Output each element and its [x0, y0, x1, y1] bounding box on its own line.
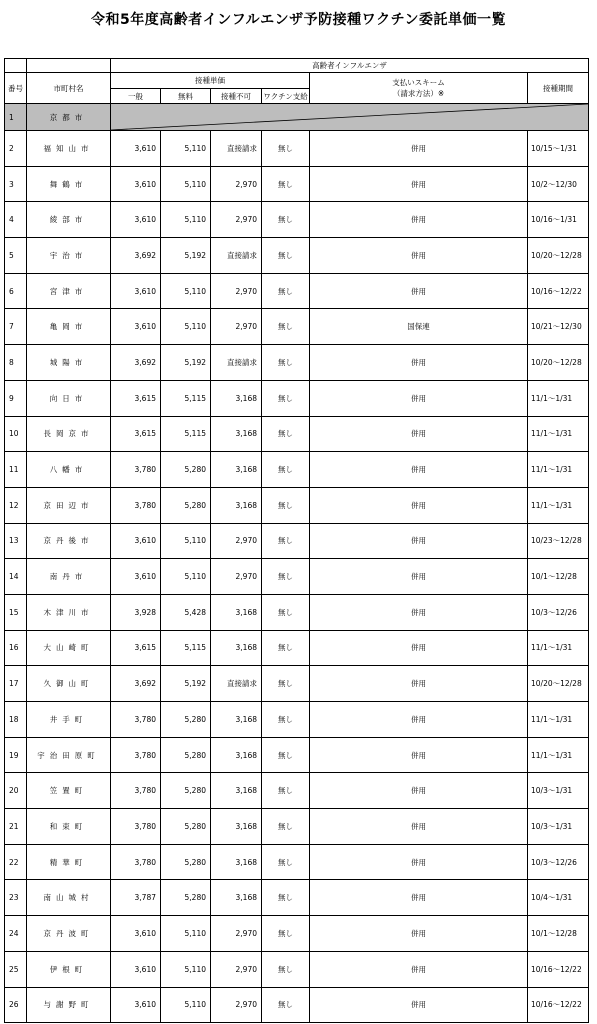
row-vaccine-supply: 無し [262, 737, 310, 773]
row-no: 3 [5, 166, 27, 202]
row-general: 3,610 [111, 987, 161, 1023]
row-no: 17 [5, 666, 27, 702]
row-period: 11/1～1/31 [528, 380, 589, 416]
row-name: 向日市 [27, 380, 111, 416]
row-general: 3,615 [111, 416, 161, 452]
header-period: 接種期間 [528, 73, 589, 104]
row-no: 8 [5, 345, 27, 381]
row-scheme: 併用 [310, 273, 528, 309]
row-free: 5,280 [161, 487, 211, 523]
row-free: 5,280 [161, 880, 211, 916]
table-row [5, 380, 589, 416]
row-scheme: 併用 [310, 630, 528, 666]
row-scheme: 併用 [310, 345, 528, 381]
row-general: 3,610 [111, 202, 161, 238]
header-vaccine-supply: ワクチン支給 [262, 89, 310, 104]
row-period: 11/1～1/31 [528, 487, 589, 523]
row-no: 7 [5, 309, 27, 345]
table-row [5, 702, 589, 738]
row-name: 綾部市 [27, 202, 111, 238]
row-name: 与謝野町 [27, 987, 111, 1023]
header-free: 無料 [161, 89, 211, 104]
row-vaccine-supply: 無し [262, 238, 310, 274]
row-scheme: 併用 [310, 131, 528, 167]
row-scheme: 併用 [310, 773, 528, 809]
header-unit-price: 接種単価 [111, 73, 310, 89]
row-not-allowed: 直接請求 [211, 345, 262, 381]
row-no: 11 [5, 452, 27, 488]
row-not-allowed: 直接請求 [211, 131, 262, 167]
row-period: 10/21～12/30 [528, 309, 589, 345]
row-general: 3,780 [111, 844, 161, 880]
row-free: 5,110 [161, 523, 211, 559]
row-name: 宮津市 [27, 273, 111, 309]
row-scheme: 併用 [310, 880, 528, 916]
row-not-allowed: 3,168 [211, 452, 262, 488]
row-no: 19 [5, 737, 27, 773]
row-scheme: 併用 [310, 844, 528, 880]
row-name: 久御山町 [27, 666, 111, 702]
row-name: 和束町 [27, 809, 111, 845]
header-group: 高齢者インフルエンザ [111, 59, 589, 73]
row-name: 舞鶴市 [27, 166, 111, 202]
table-row [5, 987, 589, 1023]
row-free: 5,110 [161, 131, 211, 167]
row-no: 14 [5, 559, 27, 595]
table-row [5, 238, 589, 274]
row-not-allowed: 3,168 [211, 487, 262, 523]
row-not-allowed: 3,168 [211, 416, 262, 452]
row-name: 亀岡市 [27, 309, 111, 345]
row-name: 京丹後市 [27, 523, 111, 559]
row-name: 長岡京市 [27, 416, 111, 452]
row-period: 10/3～1/31 [528, 773, 589, 809]
row-period: 10/3～1/31 [528, 809, 589, 845]
row-free: 5,110 [161, 309, 211, 345]
row-free: 5,280 [161, 809, 211, 845]
row-vaccine-supply: 無し [262, 416, 310, 452]
row-scheme: 併用 [310, 737, 528, 773]
row-not-allowed: 2,970 [211, 916, 262, 952]
row-no: 23 [5, 880, 27, 916]
row-period: 10/16～12/22 [528, 951, 589, 987]
row-no: 4 [5, 202, 27, 238]
row-vaccine-supply: 無し [262, 309, 310, 345]
row-general: 3,610 [111, 166, 161, 202]
header-general: 一般 [111, 89, 161, 104]
row-general: 3,610 [111, 131, 161, 167]
row-scheme: 併用 [310, 666, 528, 702]
row-no: 26 [5, 987, 27, 1023]
row-vaccine-supply: 無し [262, 523, 310, 559]
row-vaccine-supply: 無し [262, 452, 310, 488]
row-free: 5,110 [161, 951, 211, 987]
row-name: 宇治市 [27, 238, 111, 274]
row-name: 大山崎町 [27, 630, 111, 666]
header-scheme-line2: （請求方法）※ [392, 89, 445, 98]
row-no: 22 [5, 844, 27, 880]
row-period: 10/3～12/26 [528, 594, 589, 630]
table-row [5, 666, 589, 702]
row-not-allowed: 3,168 [211, 809, 262, 845]
row-scheme: 併用 [310, 594, 528, 630]
table-row [5, 594, 589, 630]
row-period: 10/2～12/30 [528, 166, 589, 202]
header-not-allowed: 接種不可 [211, 89, 262, 104]
row-period: 10/3～12/26 [528, 844, 589, 880]
row-general: 3,610 [111, 273, 161, 309]
row-not-allowed: 3,168 [211, 773, 262, 809]
row-free: 5,110 [161, 202, 211, 238]
header-municipality: 市町村名 [27, 73, 111, 104]
row-vaccine-supply: 無し [262, 202, 310, 238]
row-free: 5,280 [161, 737, 211, 773]
row-free: 5,110 [161, 559, 211, 595]
row-general: 3,615 [111, 630, 161, 666]
header-no: 番号 [5, 73, 27, 104]
table-row [5, 309, 589, 345]
table-row [5, 773, 589, 809]
row-scheme: 併用 [310, 523, 528, 559]
row-not-allowed: 3,168 [211, 594, 262, 630]
row-no: 5 [5, 238, 27, 274]
table-row [5, 809, 589, 845]
row-general: 3,780 [111, 487, 161, 523]
row-period: 11/1～1/31 [528, 452, 589, 488]
row-vaccine-supply: 無し [262, 594, 310, 630]
row-general: 3,615 [111, 380, 161, 416]
row-free: 5,280 [161, 844, 211, 880]
row-period: 10/16～1/31 [528, 202, 589, 238]
row-name: 伊根町 [27, 951, 111, 987]
row-period: 10/1～12/28 [528, 916, 589, 952]
row-scheme: 併用 [310, 916, 528, 952]
row-free: 5,115 [161, 630, 211, 666]
row-vaccine-supply: 無し [262, 844, 310, 880]
row-vaccine-supply: 無し [262, 559, 310, 595]
row-no: 15 [5, 594, 27, 630]
row-name: 木津川市 [27, 594, 111, 630]
row-vaccine-supply: 無し [262, 809, 310, 845]
header-scheme [310, 73, 528, 104]
header-blank-name [27, 59, 111, 73]
row-name: 南丹市 [27, 559, 111, 595]
row-vaccine-supply: 無し [262, 773, 310, 809]
row-name: 南山城村 [27, 880, 111, 916]
prefecture-row [5, 104, 589, 131]
table-row [5, 487, 589, 523]
row-name: 城陽市 [27, 345, 111, 381]
row-vaccine-supply: 無し [262, 380, 310, 416]
row-free: 5,192 [161, 345, 211, 381]
row-not-allowed: 3,168 [211, 630, 262, 666]
row-not-allowed: 直接請求 [211, 238, 262, 274]
row-no: 6 [5, 273, 27, 309]
row-vaccine-supply: 無し [262, 487, 310, 523]
row-name: 精華町 [27, 844, 111, 880]
row-period: 10/15～1/31 [528, 131, 589, 167]
table-row [5, 844, 589, 880]
table-row [5, 131, 589, 167]
row-no: 16 [5, 630, 27, 666]
row-general: 3,610 [111, 309, 161, 345]
table-row [5, 880, 589, 916]
row-vaccine-supply: 無し [262, 880, 310, 916]
prefecture-no: 1 [5, 104, 27, 131]
row-vaccine-supply: 無し [262, 273, 310, 309]
row-period: 11/1～1/31 [528, 702, 589, 738]
row-not-allowed: 2,970 [211, 166, 262, 202]
row-name: 井手町 [27, 702, 111, 738]
table-row [5, 630, 589, 666]
row-period: 10/16～12/22 [528, 273, 589, 309]
table-row [5, 345, 589, 381]
row-general: 3,610 [111, 916, 161, 952]
row-period: 11/1～1/31 [528, 416, 589, 452]
row-no: 9 [5, 380, 27, 416]
row-name: 八幡市 [27, 452, 111, 488]
row-general: 3,787 [111, 880, 161, 916]
row-name: 京田辺市 [27, 487, 111, 523]
row-no: 20 [5, 773, 27, 809]
row-free: 5,280 [161, 452, 211, 488]
row-free: 5,115 [161, 380, 211, 416]
row-general: 3,610 [111, 523, 161, 559]
table-row [5, 452, 589, 488]
row-general: 3,610 [111, 559, 161, 595]
row-not-allowed: 3,168 [211, 737, 262, 773]
row-scheme: 併用 [310, 987, 528, 1023]
row-period: 10/20～12/28 [528, 238, 589, 274]
row-no: 24 [5, 916, 27, 952]
row-vaccine-supply: 無し [262, 951, 310, 987]
row-scheme: 併用 [310, 238, 528, 274]
table-row [5, 916, 589, 952]
row-scheme: 併用 [310, 452, 528, 488]
row-not-allowed: 2,970 [211, 309, 262, 345]
row-general: 3,610 [111, 951, 161, 987]
row-free: 5,115 [161, 416, 211, 452]
prefecture-diagonal-cell [111, 104, 589, 131]
row-general: 3,692 [111, 666, 161, 702]
row-scheme: 併用 [310, 559, 528, 595]
row-not-allowed: 2,970 [211, 559, 262, 595]
row-no: 13 [5, 523, 27, 559]
row-free: 5,110 [161, 166, 211, 202]
price-table [4, 58, 589, 1023]
row-period: 10/1～12/28 [528, 559, 589, 595]
header-blank-no [5, 59, 27, 73]
row-vaccine-supply: 無し [262, 702, 310, 738]
row-general: 3,692 [111, 345, 161, 381]
row-scheme: 併用 [310, 166, 528, 202]
prefecture-name: 京都市 [27, 104, 111, 131]
row-period: 10/20～12/28 [528, 345, 589, 381]
row-free: 5,110 [161, 916, 211, 952]
row-name: 宇治田原町 [27, 737, 111, 773]
row-not-allowed: 2,970 [211, 951, 262, 987]
row-name: 京丹波町 [27, 916, 111, 952]
row-scheme: 国保連 [310, 309, 528, 345]
table-row [5, 166, 589, 202]
table-row [5, 416, 589, 452]
row-scheme: 併用 [310, 809, 528, 845]
row-general: 3,780 [111, 809, 161, 845]
row-vaccine-supply: 無し [262, 987, 310, 1023]
page-title: 令和5年度高齢者インフルエンザ予防接種ワクチン委託単価一覧 [91, 12, 506, 28]
row-no: 2 [5, 131, 27, 167]
row-not-allowed: 2,970 [211, 523, 262, 559]
row-free: 5,280 [161, 702, 211, 738]
row-period: 10/20～12/28 [528, 666, 589, 702]
row-no: 12 [5, 487, 27, 523]
row-free: 5,110 [161, 987, 211, 1023]
row-scheme: 併用 [310, 487, 528, 523]
row-no: 21 [5, 809, 27, 845]
row-no: 10 [5, 416, 27, 452]
row-not-allowed: 2,970 [211, 273, 262, 309]
row-not-allowed: 3,168 [211, 702, 262, 738]
row-period: 10/4～1/31 [528, 880, 589, 916]
table-row [5, 951, 589, 987]
table-row [5, 737, 589, 773]
row-period: 10/23～12/28 [528, 523, 589, 559]
row-general: 3,780 [111, 737, 161, 773]
row-general: 3,780 [111, 773, 161, 809]
row-not-allowed: 3,168 [211, 880, 262, 916]
table-row [5, 273, 589, 309]
row-scheme: 併用 [310, 951, 528, 987]
row-general: 3,928 [111, 594, 161, 630]
row-not-allowed: 3,168 [211, 844, 262, 880]
row-not-allowed: 直接請求 [211, 666, 262, 702]
row-scheme: 併用 [310, 416, 528, 452]
row-general: 3,692 [111, 238, 161, 274]
header-row-2 [5, 73, 589, 89]
table-row [5, 202, 589, 238]
row-free: 5,192 [161, 238, 211, 274]
row-vaccine-supply: 無し [262, 916, 310, 952]
row-name: 笠置町 [27, 773, 111, 809]
table-row [5, 523, 589, 559]
row-free: 5,192 [161, 666, 211, 702]
row-vaccine-supply: 無し [262, 166, 310, 202]
row-free: 5,110 [161, 273, 211, 309]
row-scheme: 併用 [310, 702, 528, 738]
row-period: 11/1～1/31 [528, 630, 589, 666]
row-no: 18 [5, 702, 27, 738]
row-not-allowed: 2,970 [211, 202, 262, 238]
header-scheme-line1: 支払いスキーム [392, 78, 445, 87]
header-row-1 [5, 59, 589, 73]
diagonal-line [111, 104, 588, 130]
row-free: 5,428 [161, 594, 211, 630]
row-general: 3,780 [111, 452, 161, 488]
row-period: 10/16～12/22 [528, 987, 589, 1023]
row-vaccine-supply: 無し [262, 345, 310, 381]
row-vaccine-supply: 無し [262, 666, 310, 702]
row-no: 25 [5, 951, 27, 987]
row-not-allowed: 2,970 [211, 987, 262, 1023]
row-vaccine-supply: 無し [262, 630, 310, 666]
row-scheme: 併用 [310, 380, 528, 416]
row-general: 3,780 [111, 702, 161, 738]
row-name: 福知山市 [27, 131, 111, 167]
table-row [5, 559, 589, 595]
row-scheme: 併用 [310, 202, 528, 238]
row-period: 11/1～1/31 [528, 737, 589, 773]
row-free: 5,280 [161, 773, 211, 809]
row-vaccine-supply: 無し [262, 131, 310, 167]
row-not-allowed: 3,168 [211, 380, 262, 416]
